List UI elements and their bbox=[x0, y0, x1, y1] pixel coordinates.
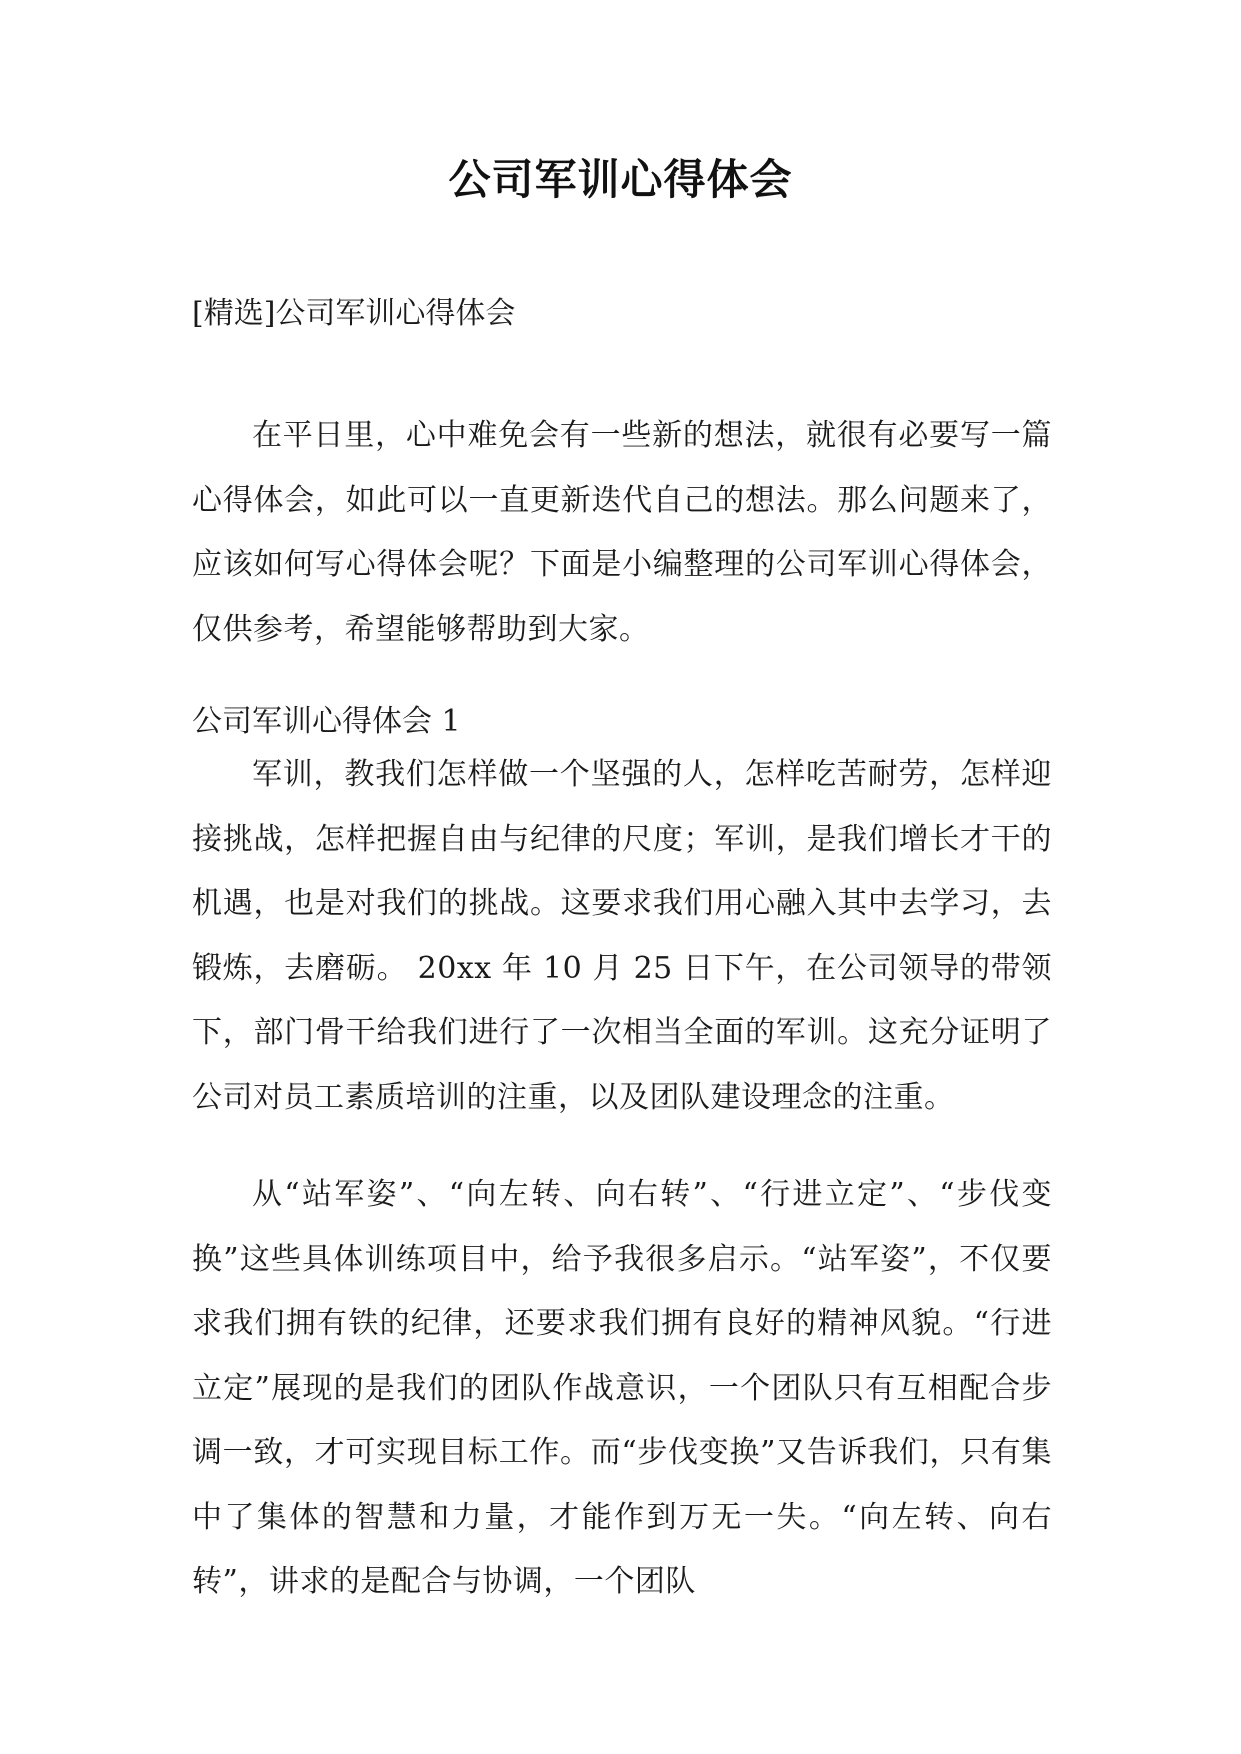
document-title: 公司军训心得体会 bbox=[448, 155, 793, 204]
section-heading: 公司军训心得体会 1 bbox=[192, 704, 461, 739]
intro-paragraph: 在平日里，心中难免会有一些新的想法，就很有必要写一篇心得体会，如此可以一直更新迭代自己的想法。那么问题来了，应该如何写心得体会呢？下面是小编整理的公司军训心得体会，仅供参考，希望能够帮助到大家。 bbox=[192, 418, 1052, 647]
body-paragraph: 军训，教我们怎样做一个坚强的人，怎样吃苦耐劳，怎样迎接挑战，怎样把握自由与纪律的尺度；军训，是我们增长才干的机遇，也是对我们的挑战。这要求我们用心融入其中去学习，去锻炼，去磨砺。 20xx 年 10 月 25 日下午，在公司领导的带领下，部门骨干给我们进行了一次相当全面的军训。这充分证明了公司对员工素质培训的注重，以及团队建设理念的注重。 bbox=[192, 757, 1052, 1115]
document-subtitle: [精选]公司军训心得体会 bbox=[192, 296, 516, 331]
body-paragraph: 从“站军姿”、“向左转、向右转”、“行进立定”、“步伐变换”这些具体训练项目中，给予我很多启示。“站军姿”，不仅要求我们拥有铁的纪律，还要求我们拥有良好的精神风貌。“行进立定”展现的是我们的团队作战意识，一个团队只有互相配合步调一致，才可实现目标工作。而“步伐变换”又告诉我们，只有集中了集体的智慧和力量，才能作到万无一失。“向左转、向右转”，讲求的是配合与协调，一个团队 bbox=[192, 1177, 1052, 1599]
